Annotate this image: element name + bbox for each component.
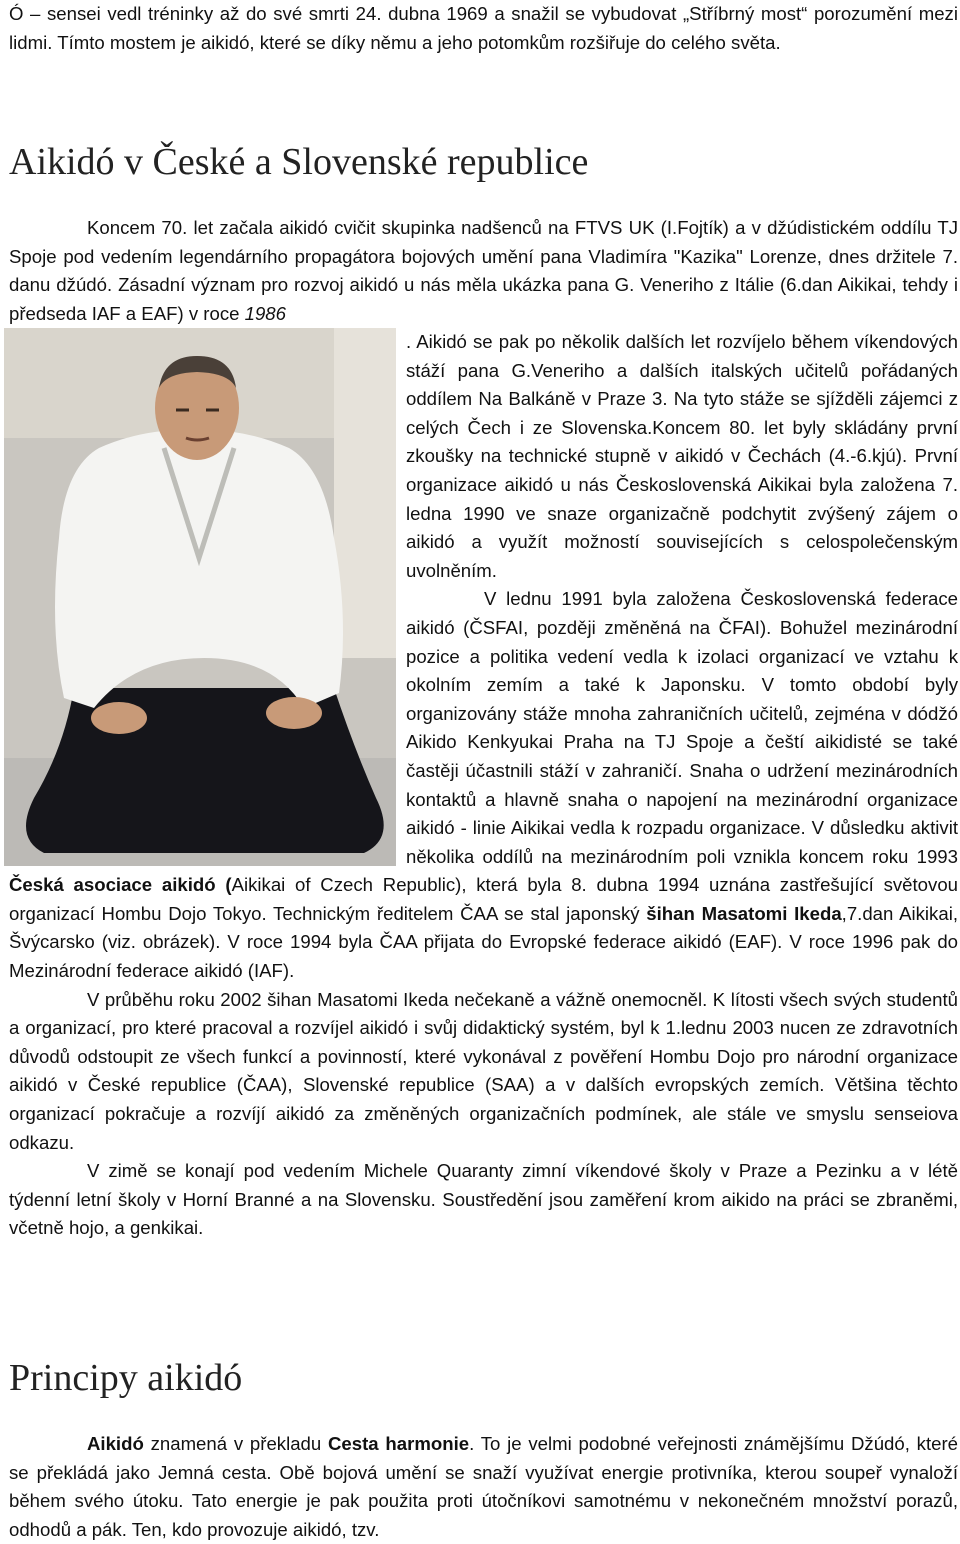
p2-text-b: Aikikai of Czech Republic), která byla 8. dubna 1994 uznána zastřešující světovou organizací Hombu Dojo Tokyo. Technickým ředitelem ČAA se stal japonský	[9, 874, 959, 924]
main-text-flow	[9, 214, 958, 328]
float-region	[9, 328, 958, 1243]
photo-right-hand	[266, 697, 322, 729]
photo-svg	[4, 328, 396, 866]
photo-door	[334, 328, 396, 658]
term-harmony: Cesta harmonie	[328, 1433, 470, 1454]
p1-text-b: . Aikidó se pak po několik dalších let rozvíjelo během víkendových stáží pana G.Veneriho a dalších italských učitelů pořádaných oddílem Na Balkáně v Praze 3. Na tyto stáže se sjížděli zájemci z celých Čech i ze Slovenska.Koncem 80. let byly skládány první zkoušky na technické stupně v aikidó v Čechách (4.-6.kjú). První organizace aikidó u nás Československá Aikikai byla založena 7. ledna 1990 ve snaze organizačně podchytit zvýšený zájem o aikidó a využít možností souvisejících s celospolečenským uvolněním.	[406, 331, 958, 581]
p1-year: 1986	[244, 302, 286, 324]
p2-bold-caa: Česká asociace aikidó (	[9, 874, 232, 896]
photo-hakama	[26, 688, 384, 853]
p1-text-a: Koncem 70. let začala aikidó cvičit skupinka nadšenců na FTVS UK (I.Fojtík) a v džúdistickém oddílu TJ Spoje pod vedením legendárního propagátora bojových umění pana Vladimíra "Kazika" Lorenze, dnes držitele 7. danu džúdó. Zásadní význam pro rozvoj aikidó u nás měla ukázka pana G. Veneriho z Itálie (6.dan Aikikai, tehdy i předseda IAF a EAF) v roce	[9, 217, 958, 324]
principles-text-2: . To je velmi podobné veřejnosti známějšímu Džúdó, které se překládá jako Jemná cesta. Obě bojová umění se snaží využívat energie protivníka, kterou soupeř vynaloží během svého útoku. Tato energie je pak použita proti útočníkovi samotnému v nekonečném množství porazů, odhodů a pák. Ten, kdo provozuje aikidó, tzv.	[9, 1433, 958, 1540]
paragraph-history-1-flow	[9, 214, 958, 328]
photo-left-hand	[91, 702, 147, 734]
paragraph-principles	[9, 1430, 958, 1544]
principles-text-1: znamená v překladu	[143, 1433, 328, 1454]
intro-section	[9, 0, 958, 57]
p2-text-a: V lednu 1991 byla založena Československá federace aikidó (ČSFAI, později změněná na ČFAI). Bohužel mezinárodní pozice a politika vedení vedla k izolaci organizací ve vztahu k okolním zemím a také k Japonsku. V tomto období byly organizovány stáže mnoha zahraničních učitelů, zejména v dódžó Aikido Kenkyukai Praha na TJ Spoje a čeští aikidisté se také častěji účastnili stáží v zahraničí. Snaha o udržení mezinárodních kontaktů a hlavně snaha o napojení na mezinárodní organizace aikidó - linie Aikikai vedla k rozpadu organizace. V důsledku aktivit několika oddílů na mezinárodním poli vznikla koncem roku 1993	[406, 588, 958, 867]
p2-bold-ikeda: šihan Masatomi Ikeda	[646, 902, 842, 924]
section-heading-czech-slovak: Aikidó v České a Slovenské republice	[9, 141, 589, 183]
p2-text-c: ,7.dan Aikikai, Švýcarsko (viz. obrázek). V roce 1994 byla ČAA přijata do Evropské federace aikidó (EAF). V roce 1996 pak do Mezinárodní federace aikidó (IAF).	[9, 902, 958, 982]
intro-paragraph: Ó – sensei vedl tréninky až do své smrti 24. dubna 1969 a snažil se vybudovat „Stříbrný most“ porozumění mezi lidmi. Tímto mostem je aikidó, které se díky němu a jeho potomkům rozšiřuje do celého světa.	[9, 3, 958, 53]
photo-masatomi-ikeda	[4, 328, 396, 866]
paragraph-history-3: V průběhu roku 2002 šihan Masatomi Ikeda nečekaně a vážně onemocněl. K lítosti všech svých studentů a organizací, pro které pracoval a rozvíjel aikidó i svůj didaktický systém, byl k 1.lednu 2003 nucen ze zdravotních důvodů odstoupit ze všech funkcí a povinností, které vykonával z pověření Hombu Dojo pro národní organizace aikidó v České republice (ČAA), Slovenské republice (SAA) a v dalších evropských zemích. Většina těchto organizací pokračuje a rozvíjí aikidó za změněných organizačních podmínek, ale stále ve smyslu senseiova odkazu.	[9, 988, 958, 1153]
principles-section	[9, 1430, 958, 1544]
section-heading-principles: Principy aikidó	[9, 1357, 243, 1399]
paragraph-history-4: V zimě se konají pod vedením Michele Quaranty zimní víkendové školy v Praze a Pezinku a v létě týdenní letní školy v Horní Branné a na Slovensku. Soustředění jsou zaměření krom aikido na práci se zbraněmi, včetně hojo, a genkikai.	[9, 1160, 958, 1239]
term-aikido: Aikidó	[87, 1433, 144, 1454]
